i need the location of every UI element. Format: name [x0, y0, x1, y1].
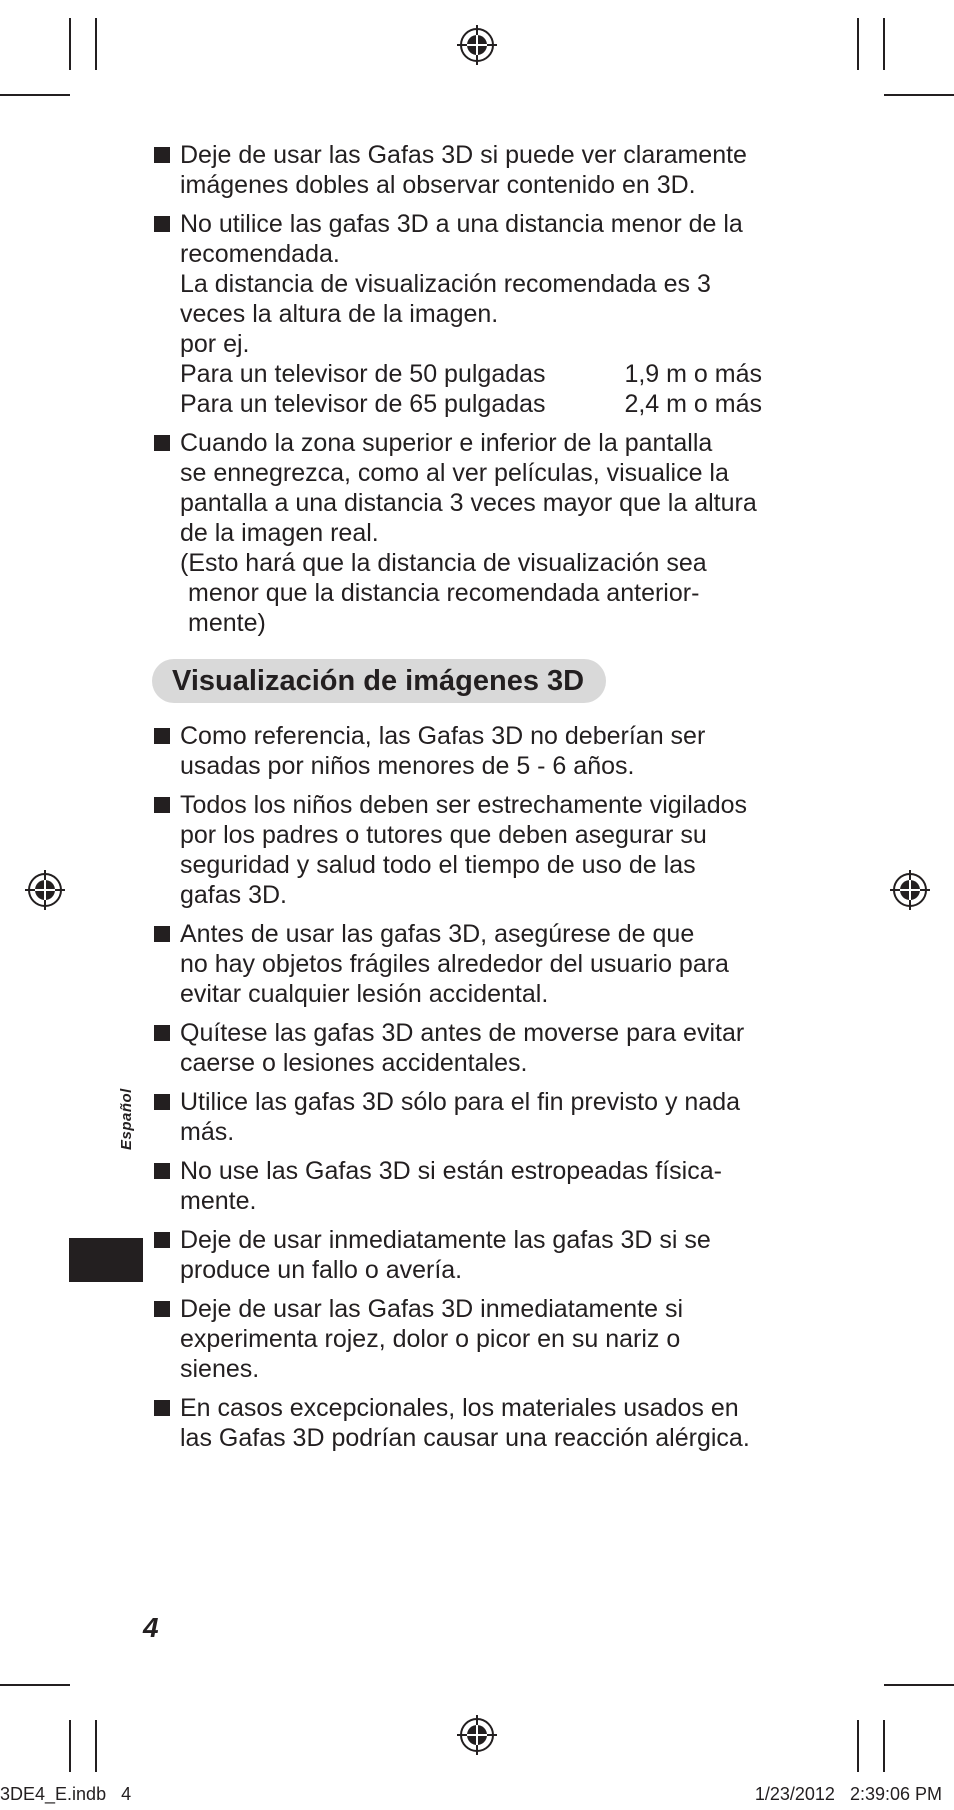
item-line: Todos los niños deben ser estrechamente vigilados — [180, 791, 748, 819]
item-line: veces la altura de la imagen. — [180, 300, 499, 328]
item-line: por los padres o tutores que deben asegurar su — [180, 821, 707, 849]
item-line: Deje de usar las Gafas 3D si puede ver claramente — [180, 141, 747, 169]
item-line: Antes de usar las gafas 3D, asegúrese de que — [180, 920, 695, 948]
item-line: Deje de usar las Gafas 3D inmediatamente si — [180, 1295, 684, 1323]
item-line: por ej. — [180, 330, 250, 358]
square-bullet-icon — [154, 1301, 170, 1317]
item-line: experimenta rojez, dolor o picor en su nariz o — [180, 1325, 681, 1353]
footer-file-info: 3DE4_E.indb 4 — [0, 1784, 132, 1804]
crop-mark — [884, 1684, 954, 1686]
item-line: No utilice las gafas 3D a una distancia menor de la — [180, 210, 743, 238]
item-line: mente. — [180, 1187, 257, 1215]
square-bullet-icon — [154, 797, 170, 813]
item-line: evitar cualquier lesión accidental. — [180, 980, 549, 1008]
crop-mark — [0, 94, 70, 96]
square-bullet-icon — [154, 1025, 170, 1041]
registration-mark-icon — [25, 870, 65, 910]
language-tab — [69, 1238, 143, 1282]
list-item — [152, 1156, 792, 1216]
item-line: caerse o lesiones accidentales. — [180, 1049, 528, 1077]
crop-mark — [0, 1684, 70, 1686]
registration-mark-icon — [890, 870, 930, 910]
section-heading: Visualización de imágenes 3D — [152, 659, 606, 703]
crop-mark — [857, 1720, 859, 1772]
crop-mark — [884, 94, 954, 96]
registration-mark-icon — [457, 25, 497, 65]
distance-value: 2,4 m o más — [624, 390, 762, 418]
crop-mark — [883, 18, 885, 70]
item-line: En casos excepcionales, los materiales usados en — [180, 1394, 739, 1422]
item-line: imágenes dobles al observar contenido en 3D. — [180, 171, 696, 199]
list-item — [152, 1225, 792, 1285]
page-number: 4 — [143, 1612, 159, 1643]
item-line: Como referencia, las Gafas 3D no deberían ser — [180, 722, 706, 750]
list-item — [152, 1018, 792, 1078]
note-line: (Esto hará que la distancia de visualización sea — [180, 549, 707, 577]
distance-row — [180, 389, 762, 419]
list-item — [152, 790, 792, 910]
crop-mark — [69, 18, 71, 70]
tv-size-label: Para un televisor de 65 pulgadas — [180, 390, 546, 418]
crop-mark — [95, 1720, 97, 1772]
language-label: Español — [118, 1088, 135, 1150]
item-line: gafas 3D. — [180, 881, 288, 909]
distance-row — [180, 359, 762, 389]
square-bullet-icon — [154, 1232, 170, 1248]
list-item — [152, 1087, 792, 1147]
item-line: produce un fallo o avería. — [180, 1256, 463, 1284]
item-line: no hay objetos frágiles alrededor del usuario para — [180, 950, 729, 978]
list-item — [152, 209, 792, 419]
distance-value: 1,9 m o más — [624, 360, 762, 388]
crop-mark — [857, 18, 859, 70]
item-line: Deje de usar inmediatamente las gafas 3D si se — [180, 1226, 711, 1254]
item-line: las Gafas 3D podrían causar una reacción alérgica. — [180, 1424, 750, 1452]
item-line: No use las Gafas 3D si están estropeadas física- — [180, 1157, 722, 1185]
item-line: más. — [180, 1118, 235, 1146]
item-line: seguridad y salud todo el tiempo de uso de las — [180, 851, 696, 879]
list-item — [152, 428, 792, 638]
square-bullet-icon — [154, 1400, 170, 1416]
footer-timestamp: 1/23/2012 2:39:06 PM — [754, 1784, 942, 1804]
item-line: usadas por niños menores de 5 - 6 años. — [180, 752, 635, 780]
square-bullet-icon — [154, 147, 170, 163]
item-line: Utilice las gafas 3D sólo para el fin previsto y nada — [180, 1088, 741, 1116]
item-line: Cuando la zona superior e inferior de la pantalla — [180, 429, 713, 457]
tv-size-label: Para un televisor de 50 pulgadas — [180, 360, 546, 388]
list-item — [152, 721, 792, 781]
crop-mark — [95, 18, 97, 70]
crop-mark — [883, 1720, 885, 1772]
note-line: mente) — [188, 609, 266, 637]
square-bullet-icon — [154, 728, 170, 744]
item-line: se ennegrezca, como al ver películas, visualice la — [180, 459, 729, 487]
list-item — [152, 919, 792, 1009]
crop-mark — [69, 1720, 71, 1772]
item-line: pantalla a una distancia 3 veces mayor que la altura — [180, 489, 757, 517]
registration-mark-icon — [457, 1715, 497, 1755]
item-line: de la imagen real. — [180, 519, 379, 547]
list-item — [152, 1294, 792, 1384]
main-content — [152, 140, 792, 1462]
note-line: menor que la distancia recomendada anterior- — [188, 579, 700, 607]
square-bullet-icon — [154, 216, 170, 232]
parenthetical-note — [180, 548, 792, 638]
item-line: recomendada. — [180, 240, 340, 268]
list-item — [152, 1393, 792, 1453]
item-line: sienes. — [180, 1355, 260, 1383]
list-item — [152, 140, 792, 200]
square-bullet-icon — [154, 435, 170, 451]
square-bullet-icon — [154, 926, 170, 942]
square-bullet-icon — [154, 1094, 170, 1110]
item-line: La distancia de visualización recomendada es 3 — [180, 270, 711, 298]
square-bullet-icon — [154, 1163, 170, 1179]
item-line: Quítese las gafas 3D antes de moverse para evitar — [180, 1019, 745, 1047]
